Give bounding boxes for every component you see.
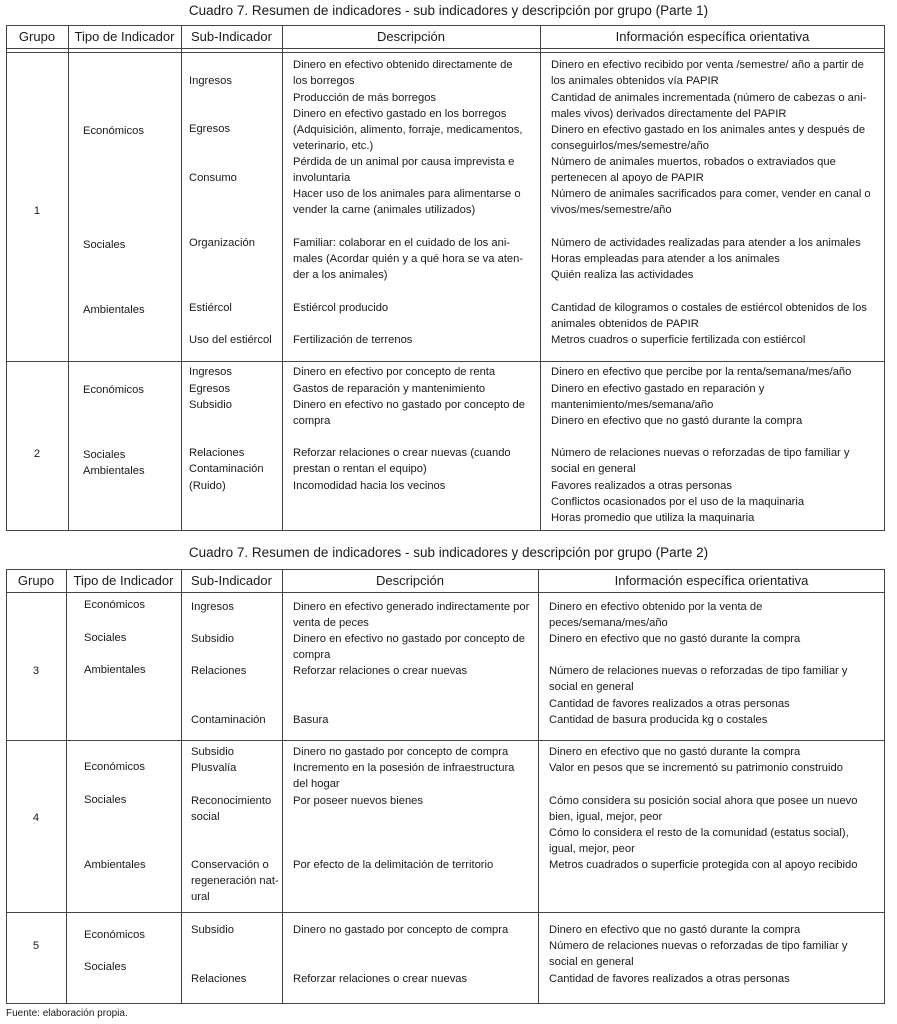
info-orientativa: Horas empleadas para atender a los animales bbox=[551, 253, 780, 265]
table1-header-divider bbox=[6, 52, 885, 53]
tipo-indicador: Económicos bbox=[84, 599, 145, 611]
header-info: Información específica orientativa bbox=[615, 29, 810, 44]
table1-col-divider bbox=[68, 25, 69, 531]
descripcion: Hacer uso de los animales para alimentarse o vender la carne (animales utilizados) bbox=[293, 188, 521, 217]
descripcion: Producción de más borregos bbox=[293, 92, 437, 104]
table2-col-divider bbox=[538, 569, 539, 1004]
descripcion: Pérdida de un animal por causa imprevista e involuntaria bbox=[293, 156, 515, 185]
table2-col-divider bbox=[282, 569, 283, 1004]
info-orientativa: Quién realiza las actividades bbox=[551, 269, 694, 281]
descripcion: Incremento en la posesión de infraestructura del hogar bbox=[293, 762, 515, 791]
table2-group-divider bbox=[6, 740, 885, 741]
group-number: 3 bbox=[32, 665, 40, 677]
info-orientativa: Cantidad de animales incrementada (número de cabezas o ani- males vivos) derivados directamente del PAPIR bbox=[551, 92, 867, 121]
tipo-indicador: Sociales bbox=[84, 961, 127, 973]
descripcion: Dinero no gastado por concepto de compra bbox=[293, 924, 509, 936]
info-orientativa: Número de relaciones nuevas o reforzadas de tipo familiar y social en general bbox=[549, 665, 848, 694]
sub-indicador: Estiércol bbox=[189, 302, 232, 314]
sub-indicador: Subsidio bbox=[191, 924, 234, 936]
group-number: 5 bbox=[32, 940, 40, 952]
sub-indicador: Ingresos bbox=[189, 366, 232, 378]
sub-indicador: Relaciones bbox=[191, 973, 247, 985]
tipo-indicador: Económicos bbox=[84, 929, 145, 941]
sub-indicador: (Ruido) bbox=[189, 480, 226, 492]
info-orientativa: Dinero en efectivo gastado en los animales antes y después de conseguirlos/mes/semestre/año bbox=[551, 124, 866, 153]
sub-indicador: Relaciones bbox=[189, 447, 245, 459]
header-desc: Descripción bbox=[377, 29, 445, 44]
info-orientativa: Dinero en efectivo recibido por venta /semestre/ año a partir de los animales obtenidos vía PAPIR bbox=[551, 59, 864, 88]
info-orientativa: Número de animales sacrificados para comer, vender en canal o vivos/mes/semestre/año bbox=[551, 188, 871, 217]
sub-indicador: Contaminación bbox=[189, 463, 264, 475]
descripcion: Incomodidad hacia los vecinos bbox=[293, 480, 446, 492]
tipo-indicador: Ambientales bbox=[83, 465, 145, 477]
tipo-indicador: Sociales bbox=[84, 632, 127, 644]
sub-indicador: Uso del estiércol bbox=[189, 334, 272, 346]
table1-header-divider bbox=[6, 48, 885, 49]
descripcion: Fertilización de terrenos bbox=[293, 334, 413, 346]
info-orientativa: Cantidad de basura producida kg o costales bbox=[549, 714, 768, 726]
sub-indicador: Reconocimiento social bbox=[191, 795, 272, 824]
descripcion: Reforzar relaciones o crear nuevas bbox=[293, 973, 468, 985]
info-orientativa: Dinero en efectivo obtenido por la venta de peces/semana/mes/año bbox=[549, 601, 763, 630]
descripcion: Por efecto de la delimitación de territorio bbox=[293, 859, 494, 871]
info-orientativa: Dinero en efectivo que percibe por la renta/semana/mes/año bbox=[551, 366, 852, 378]
sub-indicador: Consumo bbox=[189, 172, 237, 184]
descripcion: Dinero en efectivo por concepto de renta bbox=[293, 366, 496, 378]
info-orientativa: Dinero en efectivo que no gastó durante la compra bbox=[549, 633, 801, 645]
sub-indicador: Relaciones bbox=[191, 665, 247, 677]
descripcion: Dinero en efectivo no gastado por concepto de compra bbox=[293, 399, 525, 428]
source-note: Fuente: elaboración propia. bbox=[6, 1008, 128, 1019]
header-desc: Descripción bbox=[376, 573, 444, 588]
sub-indicador: Conservación o regeneración nat- ural bbox=[191, 859, 279, 904]
tipo-indicador: Económicos bbox=[83, 384, 144, 396]
descripcion: Dinero en efectivo generado indirectamente por venta de peces bbox=[293, 601, 530, 630]
info-orientativa: Valor en pesos que se incrementó su patrimonio construido bbox=[549, 762, 843, 774]
tipo-indicador: Económicos bbox=[84, 761, 145, 773]
group-number: 2 bbox=[33, 448, 41, 460]
header-info: Información específica orientativa bbox=[614, 573, 809, 588]
descripcion: Reforzar relaciones o crear nuevas bbox=[293, 665, 468, 677]
header-grupo: Grupo bbox=[17, 573, 55, 588]
table1-col-divider bbox=[181, 25, 182, 531]
tipo-indicador: Ambientales bbox=[84, 664, 146, 676]
table2-group-divider bbox=[6, 912, 885, 913]
table2-caption: Cuadro 7. Resumen de indicadores - sub indicadores y descripción por grupo (Parte 2) bbox=[188, 545, 709, 560]
info-orientativa: Dinero en efectivo que no gastó durante la compra bbox=[549, 746, 801, 758]
info-orientativa: Dinero en efectivo gastado en reparación y mantenimiento/mes/semana/año bbox=[551, 383, 765, 412]
header-sub: Sub-Indicador bbox=[191, 573, 272, 588]
sub-indicador: Ingresos bbox=[191, 601, 234, 613]
tipo-indicador: Sociales bbox=[83, 449, 126, 461]
tipo-indicador: Sociales bbox=[83, 239, 126, 251]
table2-col-divider bbox=[66, 569, 67, 1004]
table1-group-divider bbox=[6, 361, 885, 362]
info-orientativa: Número de relaciones nuevas o reforzadas de tipo familiar y social en general bbox=[551, 447, 850, 476]
info-orientativa: Número de animales muertos, robados o extraviados que pertenecen al apoyo de PAPIR bbox=[551, 156, 836, 185]
info-orientativa: Cantidad de favores realizados a otras personas bbox=[549, 698, 790, 710]
info-orientativa: Número de actividades realizadas para atender a los animales bbox=[551, 237, 861, 249]
info-orientativa: Dinero en efectivo que no gastó durante la compra bbox=[551, 415, 803, 427]
group-number: 4 bbox=[32, 812, 40, 824]
sub-indicador: Egresos bbox=[189, 123, 231, 135]
sub-indicador: Ingresos bbox=[189, 75, 232, 87]
sub-indicador: Subsidio bbox=[191, 633, 234, 645]
table2-col-divider bbox=[181, 569, 182, 1004]
info-orientativa: Dinero en efectivo que no gastó durante la compra bbox=[549, 924, 801, 936]
sub-indicador: Contaminación bbox=[191, 714, 266, 726]
tipo-indicador: Ambientales bbox=[83, 304, 145, 316]
table1-col-divider bbox=[540, 25, 541, 531]
info-orientativa: Cantidad de kilogramos o costales de estiércol obtenidos de los animales obtenidos de PAPIR bbox=[551, 302, 867, 331]
table1-caption: Cuadro 7. Resumen de indicadores - sub indicadores y descripción por grupo (Parte 1) bbox=[188, 3, 709, 18]
tipo-indicador: Ambientales bbox=[84, 859, 146, 871]
descripcion: Basura bbox=[293, 714, 329, 726]
header-tipo: Tipo de Indicador bbox=[73, 573, 174, 588]
info-orientativa: Cómo lo considera el resto de la comunidad (estatus social), igual, mejor, peor bbox=[549, 827, 849, 856]
descripcion: Reforzar relaciones o crear nuevas (cuando prestan o rentan el equipo) bbox=[293, 447, 511, 476]
info-orientativa: Cómo considera su posición social ahora que posee un nuevo bien, igual, mejor, peor bbox=[549, 795, 858, 824]
sub-indicador: Plusvalía bbox=[191, 762, 237, 774]
sub-indicador: Subsidio bbox=[189, 399, 232, 411]
table2-header-divider bbox=[6, 592, 885, 593]
header-grupo: Grupo bbox=[18, 29, 56, 44]
descripcion: Dinero en efectivo no gastado por concepto de compra bbox=[293, 633, 525, 662]
header-sub: Sub-Indicador bbox=[191, 29, 272, 44]
sub-indicador: Subsidio bbox=[191, 746, 234, 758]
info-orientativa: Horas promedio que utiliza la maquinaria bbox=[551, 512, 755, 524]
tipo-indicador: Sociales bbox=[84, 794, 127, 806]
info-orientativa: Metros cuadros o superficie fertilizada con estiércol bbox=[551, 334, 806, 346]
info-orientativa: Metros cuadrados o superficie protegida con al apoyo recibido bbox=[549, 859, 858, 871]
info-orientativa: Cantidad de favores realizados a otras personas bbox=[549, 973, 790, 985]
sub-indicador: Egresos bbox=[189, 383, 231, 395]
descripcion: Por poseer nuevos bienes bbox=[293, 795, 423, 807]
header-tipo: Tipo de Indicador bbox=[74, 29, 175, 44]
sub-indicador: Organización bbox=[189, 237, 255, 249]
info-orientativa: Número de relaciones nuevas o reforzadas de tipo familiar y social en general bbox=[549, 940, 848, 969]
descripcion: Dinero en efectivo obtenido directamente de los borregos bbox=[293, 59, 513, 88]
descripcion: Familiar: colaborar en el cuidado de los ani- males (Acordar quién y a qué hora se va aten- der a los animales) bbox=[293, 237, 524, 282]
descripcion: Dinero en efectivo gastado en los borregos (Adquisición, alimento, forraje, medicamentos, veterinario, etc.) bbox=[293, 108, 523, 153]
tipo-indicador: Económicos bbox=[83, 125, 144, 137]
info-orientativa: Favores realizados a otras personas bbox=[551, 480, 732, 492]
descripcion: Estiércol producido bbox=[293, 302, 389, 314]
info-orientativa: Conflictos ocasionados por el uso de la maquinaria bbox=[551, 496, 805, 508]
descripcion: Dinero no gastado por concepto de compra bbox=[293, 746, 509, 758]
group-number: 1 bbox=[33, 205, 41, 217]
descripcion: Gastos de reparación y mantenimiento bbox=[293, 383, 486, 395]
table1-col-divider bbox=[282, 25, 283, 531]
